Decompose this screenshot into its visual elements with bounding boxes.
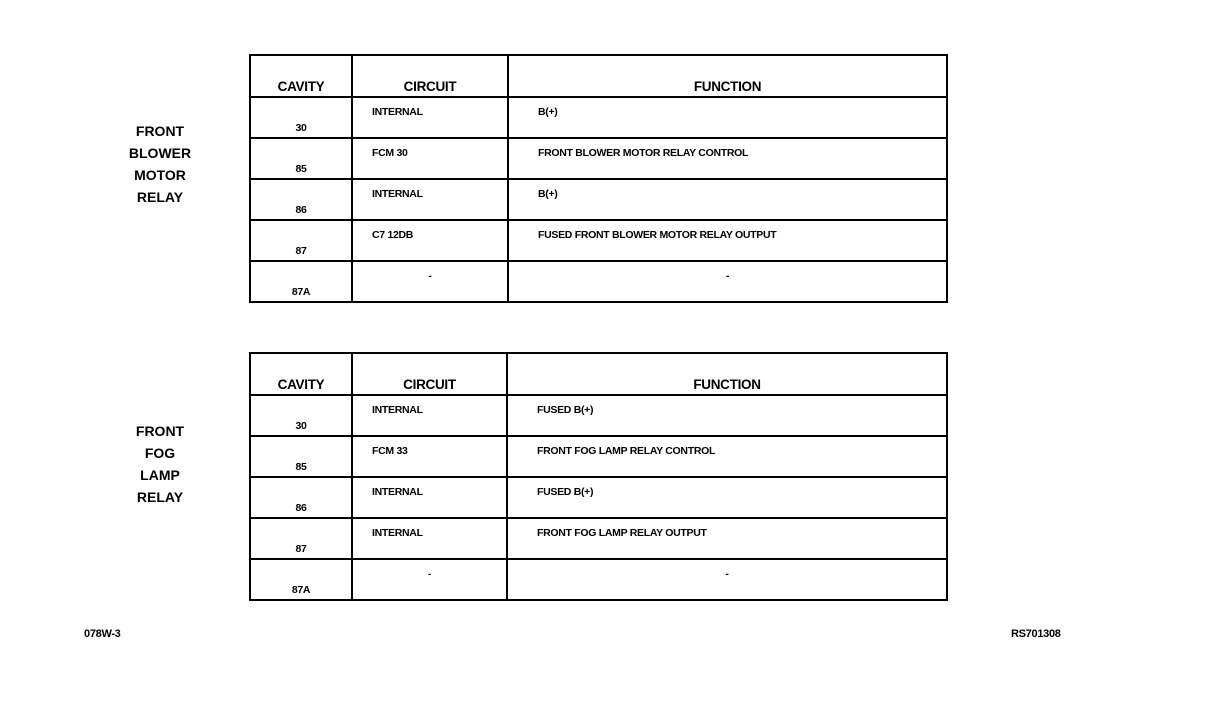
circuit-cell: INTERNAL [352, 179, 508, 220]
function-cell: B(+) [508, 179, 947, 220]
blower-relay-label [105, 120, 215, 208]
function-header: FUNCTION [508, 55, 947, 97]
cavity-cell: 87 [250, 220, 352, 261]
table-row [250, 436, 947, 477]
cavity-cell: 86 [250, 179, 352, 220]
table-row [250, 138, 947, 179]
function-cell: FRONT FOG LAMP RELAY OUTPUT [507, 518, 947, 559]
blower-relay-table [249, 54, 948, 303]
table-row [250, 559, 947, 600]
function-cell: FRONT FOG LAMP RELAY CONTROL [507, 436, 947, 477]
cavity-cell: 85 [250, 436, 352, 477]
figure-code-left: 078W-3 [84, 628, 121, 640]
relay-label-line: FRONT [135, 423, 185, 439]
fog-lamp-relay-table [249, 352, 948, 601]
cavity-cell: 86 [250, 477, 352, 518]
circuit-cell: FCM 30 [352, 138, 508, 179]
function-cell: - [507, 559, 947, 600]
relay-label-line: MOTOR [134, 167, 186, 183]
table-header-row [250, 55, 947, 97]
cavity-header: CAVITY [250, 353, 352, 395]
function-cell: FUSED B(+) [507, 477, 947, 518]
figure-code-right: RS701308 [1011, 628, 1061, 640]
table-row [250, 477, 947, 518]
cavity-cell: 87 [250, 518, 352, 559]
relay-label-line: RELAY [136, 489, 184, 505]
table-row [250, 220, 947, 261]
circuit-cell: C7 12DB [352, 220, 508, 261]
cavity-cell: 87A [250, 261, 352, 302]
circuit-cell: INTERNAL [352, 395, 507, 436]
relay-label-line: RELAY [136, 189, 184, 205]
function-cell: B(+) [508, 97, 947, 138]
relay-label-line: LAMP [140, 467, 180, 483]
fog-lamp-relay-label [105, 420, 215, 508]
table-row [250, 395, 947, 436]
relay-label-line: FOG [144, 445, 176, 461]
table-row [250, 179, 947, 220]
cavity-header: CAVITY [250, 55, 352, 97]
table-row [250, 97, 947, 138]
function-header: FUNCTION [507, 353, 947, 395]
circuit-cell: - [352, 261, 508, 302]
table-row [250, 518, 947, 559]
cavity-cell: 85 [250, 138, 352, 179]
circuit-cell: INTERNAL [352, 477, 507, 518]
function-cell: - [508, 261, 947, 302]
cavity-cell: 30 [250, 395, 352, 436]
circuit-cell: INTERNAL [352, 97, 508, 138]
cavity-cell: 30 [250, 97, 352, 138]
cavity-cell: 87A [250, 559, 352, 600]
circuit-header: CIRCUIT [352, 353, 507, 395]
function-cell: FRONT BLOWER MOTOR RELAY CONTROL [508, 138, 947, 179]
relay-label-line: FRONT [135, 123, 185, 139]
relay-label-line: BLOWER [128, 145, 192, 161]
function-cell: FUSED FRONT BLOWER MOTOR RELAY OUTPUT [508, 220, 947, 261]
circuit-cell: FCM 33 [352, 436, 507, 477]
circuit-cell: INTERNAL [352, 518, 507, 559]
function-cell: FUSED B(+) [507, 395, 947, 436]
table-header-row [250, 353, 947, 395]
table-row [250, 261, 947, 302]
circuit-header: CIRCUIT [352, 55, 508, 97]
circuit-cell: - [352, 559, 507, 600]
